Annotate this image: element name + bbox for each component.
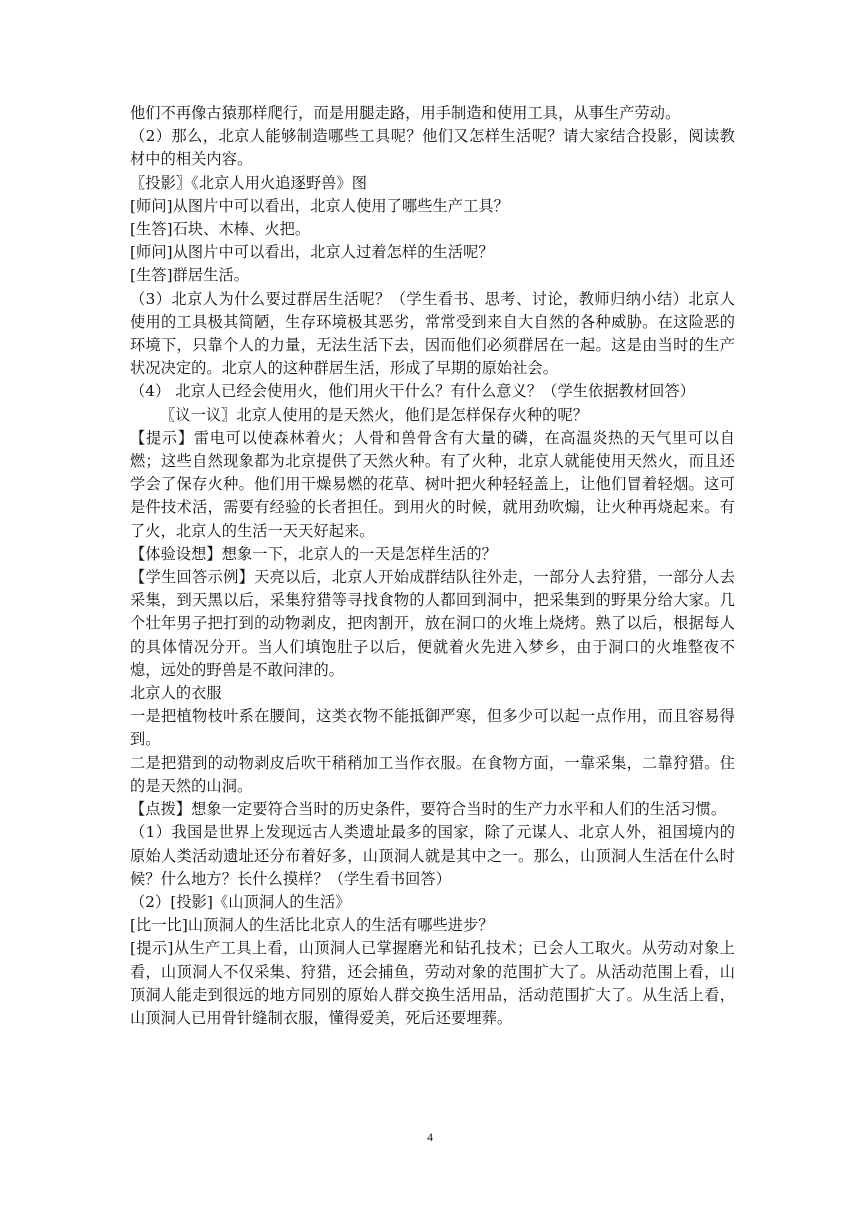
- document-body: [130, 102, 735, 1030]
- paragraph: 【体验设想】想象一下，北京人的一天是怎样生活的？: [130, 544, 497, 563]
- paragraph: （4） 北京人已经会使用火，他们用火干什么？有什么意义？（学生依据教材回答）: [130, 382, 696, 401]
- paragraph: （2）那么，北京人能够制造哪些工具呢？他们又怎样生活呢？请大家结合投影，阅读教材中的相关内容。: [130, 127, 735, 169]
- paragraph: [师问]从图片中可以看出，北京人使用了哪些生产工具？: [130, 196, 509, 215]
- paragraph: 【提示】雷电可以使森林着火；人骨和兽骨含有大量的磷，在高温炎热的天气里可以自燃；这些自然现象都为北京提供了天然火种。有了火种，北京人就能使用天然火，而且还学会了保存火种。他们用干燥易燃的花草、树叶把火种轻轻盖上，让他们冒着轻烟。这可是件技术活，需要有经验的长者担任。到用火的时候，就用劲吹煽，让火种再烧起来。有了火，北京人的生活一天天好起来。: [130, 428, 735, 540]
- paragraph: （3）北京人为什么要过群居生活呢？（学生看书、思考、讨论，教师归纳小结）北京人使用的工具极其简陋，生存环境极其恶劣，常常受到来自大自然的各种威胁。在这险恶的环境下，只靠个人的力量，无法生活下去，因而他们必须群居在一起。这是由当时的生产状况决定的。北京人的这种群居生活，形成了早期的原始社会。: [130, 289, 735, 378]
- paragraph: 〖议一议〗北京人使用的是天然火，他们是怎样保存火种的呢？: [160, 405, 589, 424]
- paragraph: 【学生回答示例】天亮以后，北京人开始成群结队往外走，一部分人去狩猎，一部分人去采集，到天黑以后，采集狩猎等寻找食物的人都回到洞中，把采集到的野果分给大家。几个壮年男子把打到的动物剥皮，把肉割开，放在洞口的火堆上烧烤。熟了以后，根据每人的具体情况分开。当人们填饱肚子以后，便就着火先进入梦乡，由于洞口的火堆整夜不熄，远处的野兽是不敢问津的。: [130, 568, 735, 679]
- page-number: 4: [427, 1130, 433, 1144]
- paragraph: （2）[投影]《山顶洞人的生活》: [130, 892, 351, 911]
- paragraph: 〖投影〗《北京人用火追逐野兽》图: [130, 173, 367, 192]
- paragraph: 他们不再像古猿那样爬行，而是用腿走路，用手制造和使用工具，从事生产劳动。: [130, 104, 681, 122]
- paragraph: 【点拨】想象一定要符合当时的历史条件，要符合当时的生产力水平和人们的生活习惯。: [130, 800, 727, 819]
- paragraph: [比一比]山顶洞人的生活比北京人的生活有哪些进步？: [130, 916, 494, 935]
- paragraph: [生答]群居生活。: [130, 266, 250, 285]
- paragraph: 二是把猎到的动物剥皮后吹干稍稍加工当作衣服。在食物方面，一靠采集，二靠狩猎。住的是天然的山洞。: [130, 753, 735, 795]
- paragraph: 一是把植物枝叶系在腰间，这类衣物不能抵御严寒，但多少可以起一点作用，而且容易得到。: [130, 707, 735, 749]
- paragraph: [师问]从图片中可以看出，北京人过着怎样的生活呢？: [130, 243, 494, 262]
- paragraph: 北京人的衣服: [130, 684, 222, 703]
- paragraph: [提示]从生产工具上看，山顶洞人已掌握磨光和钻孔技术；已会人工取火。从劳动对象上看，山顶洞人不仅采集、狩猎，还会捕鱼，劳动对象的范围扩大了。从活动范围上看，山顶洞人能走到很远的地方同别的原始人群交换生活用品，活动范围扩大了。从生活上看，山顶洞人已用骨针缝制衣服，懂得爱美，死后还要埋葬。: [130, 939, 735, 1027]
- paragraph: （1）我国是世界上发现远古人类遗址最多的国家，除了元谋人、北京人外，祖国境内的原始人类活动遗址还分布着好多，山顶洞人就是其中之一。那么，山顶洞人生活在什么时候？什么地方？长什么摸样？（学生看书回答）: [130, 823, 735, 888]
- paragraph: [生答]石块、木棒、火把。: [130, 220, 311, 239]
